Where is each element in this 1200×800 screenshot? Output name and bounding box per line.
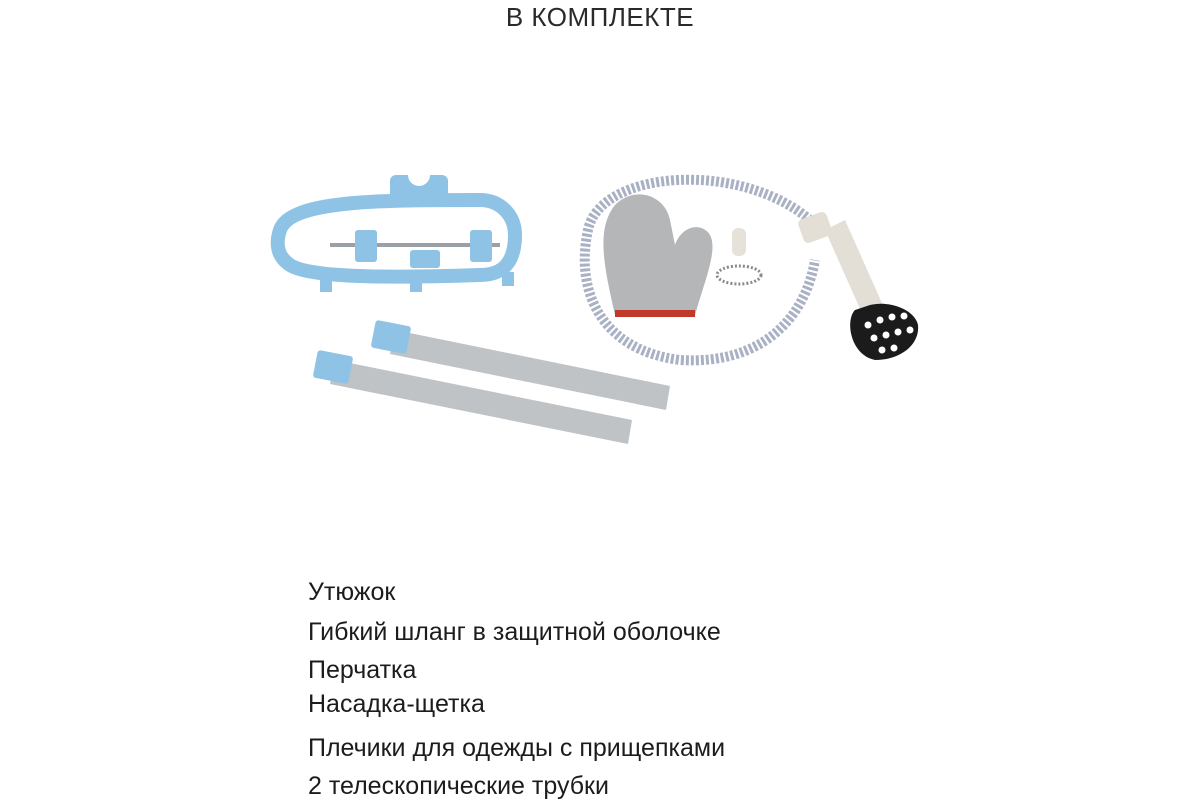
contents-list (308, 575, 725, 799)
list-item: Гибкий шланг в защитной оболочке (308, 618, 721, 646)
list-item: Насадка-щетка (308, 690, 485, 718)
list-item: Утюжок (308, 578, 396, 606)
list-item: 2 телескопические трубки (308, 772, 609, 800)
steam-iron-head-icon (797, 211, 918, 360)
list-item: Плечики для одежды с прищепками (308, 734, 726, 762)
kit-illustration (270, 160, 950, 460)
hanger-icon (278, 164, 515, 292)
list-item: Перчатка (308, 656, 417, 684)
page-title: В КОМПЛЕКТЕ (505, 2, 695, 32)
brush-attachment-icon (717, 228, 761, 284)
glove-icon (603, 194, 712, 317)
